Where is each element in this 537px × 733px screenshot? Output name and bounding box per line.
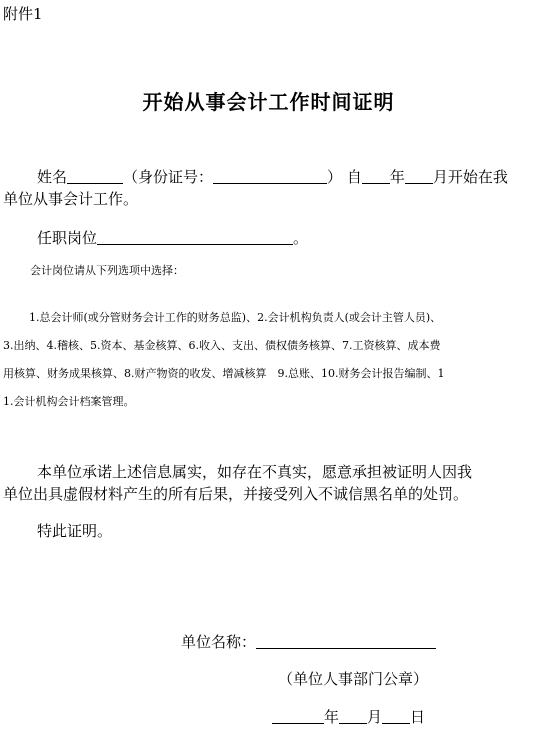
date-month-label: 月	[367, 708, 383, 726]
name-label: 姓名	[37, 168, 68, 186]
position-blank[interactable]	[97, 228, 293, 245]
date-day-label: 日	[410, 708, 426, 726]
date-day-blank[interactable]	[382, 707, 410, 724]
from-label: 自	[346, 168, 362, 186]
id-label: （身份证号：	[123, 168, 214, 186]
name-line	[37, 166, 508, 188]
commitment-paragraph	[3, 461, 533, 505]
commitment-line: 本单位承诺上述信息属实，如存在不真实，愿意承担被证明人因我	[37, 463, 473, 481]
unit-name-blank[interactable]	[256, 632, 436, 649]
position-line	[37, 227, 308, 249]
position-label: 任职岗位	[37, 229, 98, 247]
seal-label: （单位人事部门公章）	[278, 670, 429, 688]
unit-name-label: 单位名称：	[181, 633, 257, 651]
commitment-line: 单位出具虚假材料产生的所有后果，并接受列入不诚信黑名单的处罚。	[3, 485, 469, 503]
options-hint: 会计岗位请从下列选项中选择：	[30, 264, 184, 277]
month-text: 月开始在我	[432, 168, 508, 186]
id-close: ）	[327, 168, 343, 186]
unit-name-line	[181, 631, 436, 653]
position-end: 。	[293, 229, 309, 247]
certify-text: 特此证明。	[37, 522, 113, 540]
year-label: 年	[389, 168, 405, 186]
name-line-continuation: 单位从事会计工作。	[3, 190, 139, 208]
start-year-blank[interactable]	[362, 167, 390, 184]
start-month-blank[interactable]	[405, 167, 433, 184]
name-blank[interactable]	[67, 167, 123, 184]
options-line: 用核算、财务成果核算、8.财产物资的收发、增减核算 9.总账、10.财务会计报告编制、1	[3, 367, 445, 380]
document-title: 开始从事会计工作时间证明	[142, 90, 395, 114]
options-line: 3.出纳、4.稽核、5.资本、基金核算、6.收入、支出、债权债务核算、7.工资核算、成本费	[3, 339, 441, 352]
attachment-label: 附件1	[3, 5, 43, 23]
id-number-blank[interactable]	[213, 167, 327, 184]
options-line: 1.总会计师(或分管财务会计工作的财务总监)、2.会计机构负责人(或会计主管人员)、	[29, 311, 442, 324]
date-line	[272, 706, 425, 728]
date-month-blank[interactable]	[339, 707, 367, 724]
options-list	[3, 304, 531, 416]
date-year-blank[interactable]	[272, 707, 324, 724]
options-line: 1.会计机构会计档案管理。	[3, 395, 135, 408]
date-year-label: 年	[324, 708, 340, 726]
